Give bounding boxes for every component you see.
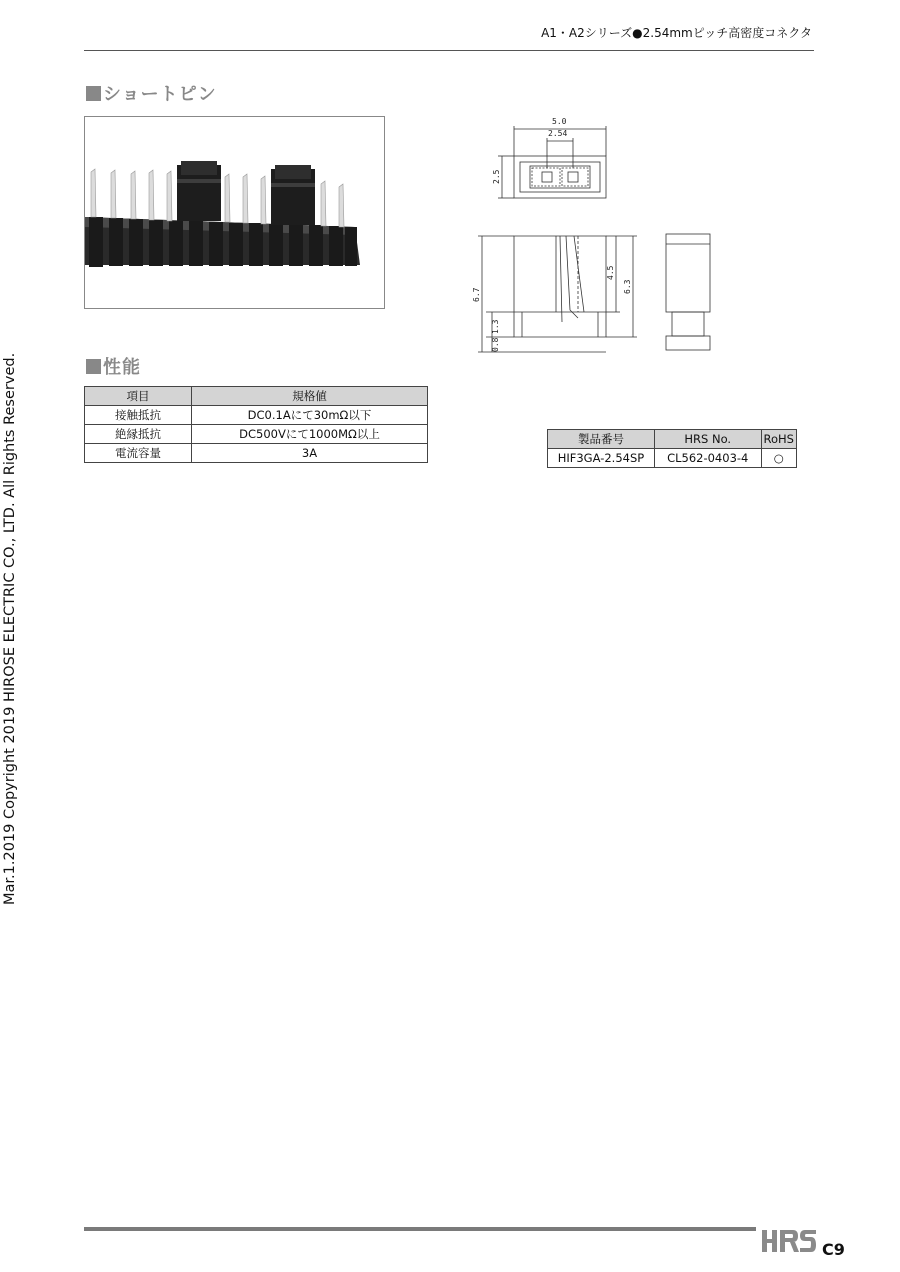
table-header-row [85,387,428,406]
header-rohs: RoHS [761,430,796,449]
table-row [85,425,428,444]
cell-item: 電流容量 [85,444,192,463]
dim-depth: 2.5 [492,169,501,184]
header-rule [84,50,814,51]
table-row [85,444,428,463]
dim-step2: 0.8 [491,337,500,352]
header-part-number: 製品番号 [548,430,655,449]
square-bullet-icon [86,359,101,374]
section-title-text: ショートピン [103,84,217,105]
cell-rohs: ○ [761,449,796,468]
header-item: 項目 [85,387,192,406]
footer-rule [84,1227,756,1231]
copyright-notice: Mar.1.2019 Copyright 2019 HIROSE ELECTRIC CO., LTD. All Rights Reserved. [2,352,18,905]
dim-width: 5.0 [552,117,567,126]
cell-value: DC0.1Aにて30mΩ以下 [192,406,428,425]
section-title-short-pin [86,80,217,106]
header-hrs-no: HRS No. [654,430,761,449]
square-bullet-icon [86,86,101,101]
cell-part-number: HIF3GA-2.54SP [548,449,655,468]
part-number-table [547,429,797,468]
spec-table [84,386,428,463]
cell-item: 接触抵抗 [85,406,192,425]
dim-inner-height: 4.5 [606,265,615,280]
cell-value: DC500Vにて1000MΩ以上 [192,425,428,444]
pin-header-illustration [85,117,385,309]
dim-pitch: 2.54 [548,129,568,138]
section-title-text: 性能 [103,357,141,378]
table-row [85,406,428,425]
dimension-drawing [462,112,742,381]
dim-mid-height: 6.3 [623,279,632,294]
product-photo [84,116,385,309]
header-value: 規格値 [192,387,428,406]
cell-value: 3A [192,444,428,463]
table-header-row [548,430,797,449]
dim-step1: 1.3 [491,319,500,334]
section-title-performance [86,353,141,379]
dim-total-height: 6.7 [472,287,481,302]
page-number: C9 [822,1240,845,1259]
hrs-logo [760,1226,818,1260]
table-row [548,449,797,468]
header-title: A1・A2シリーズ●2.54mmピッチ高密度コネクタ [541,26,812,40]
cell-item: 絶縁抵抗 [85,425,192,444]
cell-hrs-no: CL562-0403-4 [654,449,761,468]
